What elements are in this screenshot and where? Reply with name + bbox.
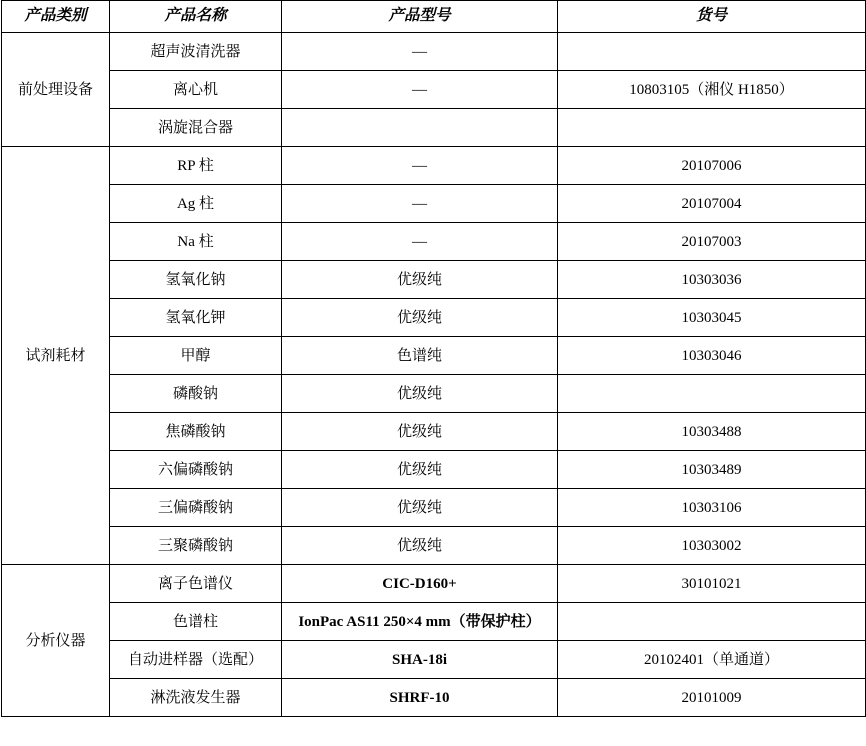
item-number-cell: 20101009	[558, 679, 866, 717]
model-cell: —	[282, 71, 558, 109]
table-row	[2, 33, 866, 71]
category-cell: 试剂耗材	[2, 147, 110, 565]
table-row	[2, 337, 866, 375]
item-number-cell: 20107004	[558, 185, 866, 223]
category-cell: 前处理设备	[2, 33, 110, 147]
model-cell: 优级纯	[282, 299, 558, 337]
model-cell: —	[282, 223, 558, 261]
table-header	[2, 1, 866, 33]
table-row	[2, 413, 866, 451]
table-row	[2, 565, 866, 603]
product-name-cell: 磷酸钠	[110, 375, 282, 413]
table-row	[2, 261, 866, 299]
table-row	[2, 109, 866, 147]
product-name-cell: 六偏磷酸钠	[110, 451, 282, 489]
product-name-cell: 氢氧化钾	[110, 299, 282, 337]
table-row	[2, 603, 866, 641]
product-name-cell: 焦磷酸钠	[110, 413, 282, 451]
item-number-cell: 20102401（单通道）	[558, 641, 866, 679]
item-number-cell: 30101021	[558, 565, 866, 603]
product-name-cell: 离子色谱仪	[110, 565, 282, 603]
table-row	[2, 641, 866, 679]
table-row	[2, 185, 866, 223]
product-name-cell: 三聚磷酸钠	[110, 527, 282, 565]
product-name-cell: 自动进样器（选配）	[110, 641, 282, 679]
product-name-cell: 涡旋混合器	[110, 109, 282, 147]
item-number-cell: 20107003	[558, 223, 866, 261]
item-number-cell: 10803105（湘仪 H1850）	[558, 71, 866, 109]
item-number-cell	[558, 375, 866, 413]
table-body	[2, 33, 866, 717]
model-cell	[282, 109, 558, 147]
model-cell: 优级纯	[282, 527, 558, 565]
column-header-model: 产品型号	[282, 1, 558, 33]
item-number-cell: 10303045	[558, 299, 866, 337]
model-cell: SHRF-10	[282, 679, 558, 717]
table-row	[2, 527, 866, 565]
model-cell: —	[282, 147, 558, 185]
item-number-cell	[558, 109, 866, 147]
model-cell: 优级纯	[282, 375, 558, 413]
model-cell: 优级纯	[282, 451, 558, 489]
item-number-cell	[558, 603, 866, 641]
table-row	[2, 71, 866, 109]
product-name-cell: Ag 柱	[110, 185, 282, 223]
table-row	[2, 489, 866, 527]
model-cell: —	[282, 33, 558, 71]
product-name-cell: 甲醇	[110, 337, 282, 375]
product-name-cell: 离心机	[110, 71, 282, 109]
product-name-cell: 淋洗液发生器	[110, 679, 282, 717]
item-number-cell: 10303106	[558, 489, 866, 527]
product-name-cell: Na 柱	[110, 223, 282, 261]
item-number-cell: 10303046	[558, 337, 866, 375]
model-cell: 优级纯	[282, 413, 558, 451]
table-row	[2, 375, 866, 413]
column-header-product-name: 产品名称	[110, 1, 282, 33]
product-name-cell: 超声波清洗器	[110, 33, 282, 71]
product-table	[1, 0, 866, 717]
product-name-cell: 色谱柱	[110, 603, 282, 641]
table-row	[2, 299, 866, 337]
product-name-cell: RP 柱	[110, 147, 282, 185]
model-cell: 优级纯	[282, 489, 558, 527]
model-cell: —	[282, 185, 558, 223]
table-row	[2, 451, 866, 489]
column-header-item-number: 货号	[558, 1, 866, 33]
item-number-cell: 20107006	[558, 147, 866, 185]
model-cell: CIC-D160+	[282, 565, 558, 603]
item-number-cell: 10303002	[558, 527, 866, 565]
model-cell: SHA-18i	[282, 641, 558, 679]
table-header-row	[2, 1, 866, 33]
model-cell: 优级纯	[282, 261, 558, 299]
table-row	[2, 223, 866, 261]
item-number-cell: 10303036	[558, 261, 866, 299]
model-cell: 色谱纯	[282, 337, 558, 375]
category-cell: 分析仪器	[2, 565, 110, 717]
product-name-cell: 氢氧化钠	[110, 261, 282, 299]
product-name-cell: 三偏磷酸钠	[110, 489, 282, 527]
table-row	[2, 147, 866, 185]
item-number-cell	[558, 33, 866, 71]
item-number-cell: 10303489	[558, 451, 866, 489]
item-number-cell: 10303488	[558, 413, 866, 451]
table-row	[2, 679, 866, 717]
model-cell: IonPac AS11 250×4 mm（带保护柱）	[282, 603, 558, 641]
column-header-category: 产品类别	[2, 1, 110, 33]
